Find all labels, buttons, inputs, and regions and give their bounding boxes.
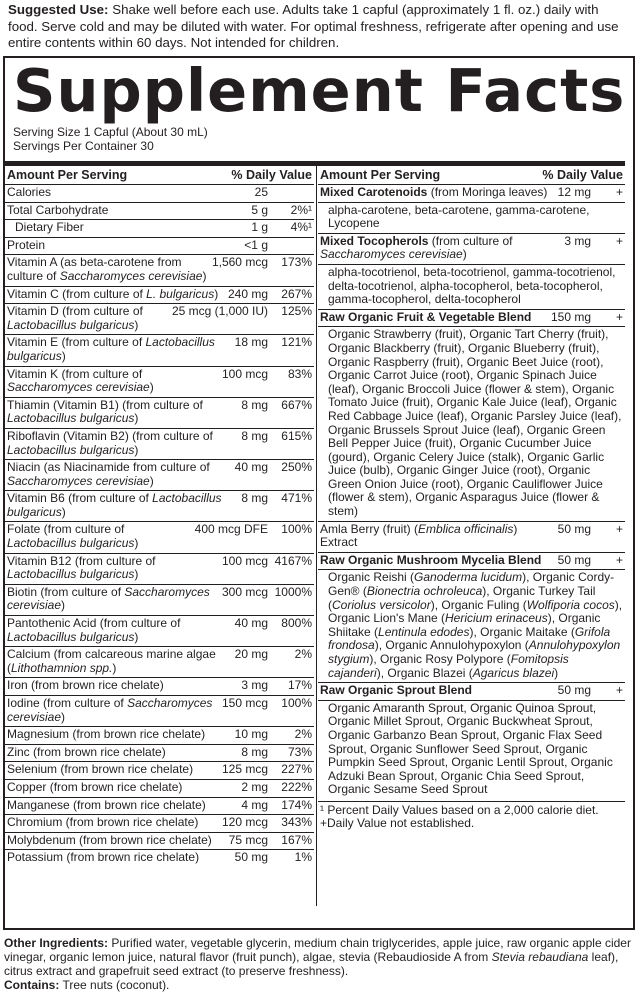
other-ingredients-text: leaf), citrus extract and grapefruit seed extract (to preserve freshness). — [4, 950, 619, 978]
nutrient-name — [7, 746, 237, 760]
ingredient-latin-name: Coriolus versicolor — [332, 597, 431, 612]
suggested-use-text: Shake well before each use. Adults take 1 capful (approximately 1 fl. oz.) daily with food. Serve cold and may be diluted with water. For optimal freshness, refrigerate after opening and use entire contents within 60 days. Not intended for children. — [8, 2, 619, 50]
nutrient-name-tail: ) — [134, 536, 139, 551]
nutrient-amount: 4 mg — [241, 797, 268, 812]
nutrient-name — [7, 204, 247, 218]
nutrient-name-text: Iron (from brown rice chelate) — [7, 678, 164, 693]
nutrient-dv: 4%¹ — [290, 220, 312, 235]
nutrient-name-text: Selenium (from brown rice chelate) — [7, 762, 194, 777]
blend-ingredients — [318, 569, 625, 682]
nutrient-name-tail: ) — [61, 709, 66, 724]
nutrient-name — [7, 186, 251, 200]
nutrient-name-tail: ) — [134, 442, 139, 457]
nutrient-dv: 267% — [281, 286, 312, 301]
nutrient-dv: 174% — [281, 797, 312, 812]
other-ingredients-latin: Stevia rebaudiana — [491, 950, 589, 964]
nutrient-source-italic: Saccharomyces cerevisiae — [59, 268, 203, 283]
nutrient-row — [5, 219, 314, 237]
blend-dv: + — [615, 185, 623, 199]
nutrient-name-text: Vitamin B6 (from culture of — [7, 491, 153, 506]
nutrient-amount: 8 mg — [241, 397, 268, 412]
nutrient-name — [7, 799, 237, 813]
nutrient-name — [7, 430, 237, 457]
nutrient-name-text: Zinc (from brown rice chelate) — [7, 744, 166, 759]
ingredient-latin-name: Lentinula edodes — [378, 624, 470, 639]
nutrient-source-italic: Lactobacillus bulgaricus — [7, 567, 135, 582]
ingredient-latin-name: Bionectria ochroleuca — [366, 584, 483, 599]
nutrient-name — [7, 555, 218, 582]
blend-row — [318, 233, 625, 264]
nutrient-name-text: Niacin (as Niacinamide from culture of — [7, 460, 210, 475]
blend-dv: + — [615, 233, 623, 248]
blend-source-italic: Saccharomyces cerevisiae — [320, 247, 463, 262]
nutrient-row — [5, 677, 314, 695]
nutrient-amount: 120 mcg — [221, 815, 268, 830]
blend-name-bold: Raw Organic Sprout Blend — [320, 683, 473, 698]
ingredient-text: ), Organic Blazei ( — [376, 665, 473, 680]
nutrient-amount: 300 mcg — [221, 584, 268, 599]
blend-name — [320, 554, 554, 568]
left-header — [5, 169, 314, 184]
nutrient-dv: 800% — [281, 616, 312, 631]
nutrient-row — [5, 303, 314, 334]
nutrient-name-text: Calcium (from calcareous marine algae ( — [7, 647, 216, 675]
nutrient-name-text: Molybdenum (from brown rice chelate) — [7, 832, 212, 847]
nutrient-row — [5, 490, 314, 521]
column-divider — [316, 166, 317, 906]
nutrient-row — [5, 646, 314, 677]
nutrient-name — [7, 288, 224, 302]
ingredient-latin-name: Ganoderma lucidum — [414, 570, 523, 585]
nutrient-name-tail: ) — [61, 598, 66, 613]
nutrient-row — [5, 184, 314, 202]
blend-name-bold: Mixed Carotenoids — [320, 185, 428, 199]
nutrient-row — [5, 397, 314, 428]
contains-text: Tree nuts (coconut). — [59, 978, 170, 992]
nutrient-amount: <1 g — [244, 237, 268, 252]
nutrient-name — [7, 648, 231, 675]
ingredient-text: ), Organic Turkey Tail ( — [328, 584, 596, 612]
nutrient-dv: 1% — [294, 850, 312, 865]
ingredient-text: ), Organic Cordy-Gen® ( — [328, 570, 615, 599]
serving-size: Serving Size 1 Capful (About 30 mL) — [13, 125, 208, 139]
nutrient-name-text: Vitamin E (from culture of — [7, 335, 146, 350]
ingredient-latin-name: Grifola frondosa — [328, 624, 611, 653]
nutrient-name-text: Dietary Fiber — [15, 220, 84, 235]
nutrient-name-text: Protein — [7, 237, 46, 252]
ingredient-text: ), Organic Lion's Mane ( — [328, 597, 623, 626]
nutrient-dv: 73% — [287, 744, 312, 759]
blend-amount: 50 mg — [557, 521, 591, 536]
other-ingredients-label: Other Ingredients: — [4, 936, 109, 950]
nutrient-name-text: Pantothenic Acid (from culture of — [7, 616, 181, 631]
nutrient-name — [15, 221, 247, 235]
nutrient-row — [5, 814, 314, 832]
nutrient-name-text: Manganese (from brown rice chelate) — [7, 797, 206, 812]
blend-amount: 50 mg — [557, 683, 591, 698]
nutrient-row — [5, 832, 314, 850]
ingredient-text: ) — [554, 665, 559, 680]
serving-info — [5, 122, 633, 153]
nutrient-row — [5, 334, 314, 365]
blend-name-bold: Raw Organic Mushroom Mycelia Blend — [320, 552, 542, 567]
blend-dv: + — [615, 521, 623, 536]
nutrient-amount: 1,560 mcg — [211, 255, 268, 270]
contains — [4, 978, 636, 992]
nutrient-name — [7, 834, 225, 848]
nutrient-row — [5, 761, 314, 779]
nutrient-row — [5, 237, 314, 255]
nutrient-amount: 240 mg — [227, 286, 268, 301]
nutrient-name-tail: ) — [112, 660, 117, 675]
ingredient-text: alpha-tocotrienol, beta-tocotrienol, gamma-tocotrienol, delta-tocotrienol, alpha-tocopherol, beta-tocopherol, gamma-tocopherol, delta-tocopherol — [328, 264, 616, 307]
nutrient-amount: 400 mcg DFE — [194, 522, 268, 537]
blend-row — [318, 682, 625, 700]
nutrient-row — [5, 286, 314, 304]
nutrient-name-text: Vitamin C (from culture of — [7, 286, 147, 301]
nutrient-name-text: Copper (from brown rice chelate) — [7, 779, 183, 794]
nutrient-name-text: Chromium (from brown rice chelate) — [7, 815, 199, 830]
nutrient-name — [7, 461, 231, 488]
nutrient-dv: 4167% — [274, 553, 312, 568]
nutrient-dv: 2% — [294, 727, 312, 742]
blend-row — [318, 184, 625, 202]
nutrient-name — [7, 586, 218, 613]
nutrient-dv: 2%¹ — [290, 202, 312, 217]
nutrient-name-text: Vitamin B12 (from culture of — [7, 553, 156, 568]
nutrient-name-tail: ) — [134, 567, 139, 582]
nutrient-dv: 227% — [281, 762, 312, 777]
nutrient-source-italic: Saccharomyces cerevisiae — [7, 380, 150, 395]
dv-header: % Daily Value — [231, 168, 312, 182]
nutrient-row — [5, 726, 314, 744]
nutrient-name-tail: ) — [61, 348, 66, 363]
blend-name-tail: ) Extract — [320, 521, 518, 550]
nutrient-amount: 3 mg — [241, 678, 268, 693]
nutrient-row — [5, 366, 314, 397]
nutrient-name — [7, 697, 218, 724]
ingredient-latin-name: Hericium erinaceus — [445, 611, 548, 626]
blend-name — [320, 684, 554, 698]
blend-ingredients — [318, 202, 625, 233]
footnotes — [318, 801, 625, 833]
other-ingredients-text: Purified water, vegetable glycerin, medium chain triglycerides, apple juice, raw organic apple cider vinegar, organic lemon juice, natural flavor (fruit punch), algae, stevia (Rebaudioside A from — [4, 936, 631, 964]
nutrient-source-italic: Lactobacillus bulgaricus — [7, 317, 135, 332]
ingredient-latin-name: Wolfiporia cocos — [526, 597, 615, 612]
nutrient-source-italic: Lactobacillus bulgaricus — [7, 442, 135, 457]
nutrient-name-tail: ) — [134, 317, 139, 332]
blend-row — [318, 309, 625, 327]
left-rows — [5, 184, 314, 867]
nutrient-row — [5, 797, 314, 815]
right-blocks — [318, 184, 625, 799]
nutrient-row — [5, 779, 314, 797]
nutrient-dv: 100% — [281, 522, 312, 537]
ingredient-text: Organic Reishi ( — [328, 570, 415, 585]
suggested-use-label: Suggested Use: — [8, 2, 109, 17]
nutrient-source-italic: Lactobacillus bulgaricus — [7, 335, 215, 363]
nutrient-dv: 167% — [281, 832, 312, 847]
nutrient-name-tail: ) — [202, 268, 207, 283]
nutrient-source-italic: Lactobacillus bulgaricus — [7, 536, 135, 551]
ingredient-text: alpha-carotene, beta-carotene, gamma-carotene, Lycopene — [328, 202, 590, 231]
nutrient-name-text: Vitamin A (as beta-carotene from culture of — [7, 255, 182, 283]
blend-dv: + — [615, 309, 623, 324]
nutrient-row — [5, 254, 314, 285]
nutrient-amount: 40 mg — [234, 616, 268, 631]
nutrient-amount: 40 mg — [234, 460, 268, 475]
blend-amount: 3 mg — [564, 233, 591, 248]
amount-header-right: Amount Per Serving — [320, 168, 441, 182]
nutrient-row — [5, 202, 314, 220]
nutrient-dv: 343% — [281, 815, 312, 830]
nutrient-amount: 1 g — [251, 220, 268, 235]
nutrient-name-text: Calories — [7, 185, 52, 199]
nutrient-name — [7, 239, 240, 253]
footnote-dv: ¹ Percent Daily Values based on a 2,000 calorie diet. — [320, 802, 599, 817]
nutrient-dv: 17% — [287, 678, 312, 693]
nutrient-row — [5, 459, 314, 490]
blend-name-tail: ) — [462, 247, 467, 262]
blend-dv: + — [615, 552, 623, 567]
blend-name-rest: (from culture of — [428, 233, 513, 248]
nutrient-name — [7, 336, 231, 363]
nutrient-dv: 173% — [281, 255, 312, 270]
servings-per-container: Servings Per Container 30 — [13, 138, 154, 153]
nutrient-name-text: Potassium (from brown rice chelate) — [7, 850, 200, 865]
nutrient-row — [5, 615, 314, 646]
nutrient-row — [5, 553, 314, 584]
nutrient-name-text: Biotin (from culture of — [7, 584, 125, 599]
nutrient-source-italic: L. bulgaricus — [146, 286, 215, 301]
nutrient-source-italic: Lithothamnion spp. — [11, 660, 113, 675]
other-ingredients — [4, 936, 636, 978]
nutrient-name — [7, 763, 218, 777]
ingredient-text: Organic Strawberry (fruit), Organic Tart Cherry (fruit), Organic Blackberry (fruit), Organic Blueberry (fruit), Organic Raspberry (fruit), Organic Beet Juice (root), Organic Carrot Juice (root), Organic Spinach Juice (leaf), Organic Broccoli Juice (flower & stem), Organic Tomato Juice (fruit), Organic Kale Juice (leaf), Organic Red Cabbage Juice (leaf), Organic Parsley Juice (leaf), Organic Brussels Sprout Juice (leaf), Organic Green Bell Pepper Juice (fruit), Organic Cucumber Juice (gourd), Organic Celery Juice (stalk), Organic Garlic Juice (bulb), Organic Ginger Juice (root), Organic Green Onion Juice (root), Organic Cauliflower Juice (flower & stem), Organic Asparagus Juice (flower & stem) — [328, 327, 622, 519]
blend-name — [320, 186, 554, 200]
nutrient-name — [7, 851, 231, 865]
blend-name-rest: Amla Berry (fruit) ( — [320, 521, 419, 536]
dv-header-right: % Daily Value — [542, 168, 623, 182]
ingredient-text: ), Organic Fuling ( — [430, 597, 527, 612]
nutrient-amount: 25 mcg (1,000 IU) — [171, 304, 268, 319]
nutrient-name — [7, 617, 231, 644]
left-column — [5, 169, 314, 867]
nutrient-name-text: Riboflavin (Vitamin B2) (from culture of — [7, 428, 213, 443]
nutrient-name — [7, 256, 208, 283]
nutrient-name-text: Total Carbohydrate — [7, 202, 109, 217]
nutrient-amount: 20 mg — [234, 647, 268, 662]
nutrient-row — [5, 849, 314, 867]
blend-name — [320, 311, 547, 325]
amount-header: Amount Per Serving — [7, 168, 128, 182]
nutrient-name — [7, 679, 237, 693]
nutrient-amount: 75 mcg — [228, 832, 268, 847]
blend-name-bold: Raw Organic Fruit & Vegetable Blend — [320, 309, 532, 324]
nutrient-name — [7, 781, 237, 795]
ingredient-text: ), Organic Maitake ( — [469, 624, 575, 639]
blend-amount: 150 mg — [550, 309, 591, 324]
nutrient-name — [7, 492, 237, 519]
blend-ingredients — [318, 264, 625, 309]
nutrient-source-italic: Saccharomyces cerevisiae — [7, 473, 150, 488]
nutrient-row — [5, 695, 314, 726]
ingredient-text: ), Organic Annulohypoxylon ( — [374, 638, 529, 653]
nutrient-dv: 125% — [281, 304, 312, 319]
nutrient-dv: 121% — [281, 335, 312, 350]
nutrient-amount: 25 — [254, 185, 268, 199]
ingredient-text: ), Organic Shiitake ( — [328, 611, 601, 639]
nutrient-name-tail: ) — [134, 411, 139, 426]
nutrient-name — [7, 399, 237, 426]
blend-source-italic: Emblica officinalis — [418, 521, 514, 536]
nutrient-name — [7, 523, 191, 550]
blend-amount: 50 mg — [557, 552, 591, 567]
nutrient-source-italic: Saccharomyces cerevisiae — [7, 696, 213, 724]
nutrient-name — [7, 368, 218, 395]
suggested-use — [0, 0, 640, 54]
nutrient-amount: 125 mcg — [221, 762, 268, 777]
blend-amount: 12 mg — [557, 185, 591, 199]
nutrient-amount: 8 mg — [241, 428, 268, 443]
right-header — [318, 169, 625, 184]
nutrient-dv: 83% — [287, 366, 312, 381]
nutrient-row — [5, 744, 314, 762]
ingredient-latin-name: Annulohypoxylon stygium — [328, 638, 621, 666]
ingredient-latin-name: Agaricus blazei — [472, 665, 555, 680]
blend-ingredients — [318, 700, 625, 799]
nutrient-dv: 222% — [281, 779, 312, 794]
nutrient-source-italic: Lactobacillus bulgaricus — [7, 629, 135, 644]
nutrient-dv: 1000% — [274, 584, 312, 599]
right-column — [318, 169, 625, 833]
nutrient-dv: 250% — [281, 460, 312, 475]
bottom-text — [3, 936, 640, 992]
blend-row — [318, 552, 625, 570]
nutrient-name-tail: ) — [149, 380, 154, 395]
nutrient-row — [5, 584, 314, 615]
nutrient-amount: 10 mg — [234, 727, 268, 742]
nutrient-amount: 2 mg — [241, 779, 268, 794]
blend-dv: + — [615, 683, 623, 698]
panel-title: Supplement Facts — [13, 56, 626, 125]
nutrient-amount: 150 mcg — [221, 696, 268, 710]
nutrient-dv: 667% — [281, 397, 312, 412]
blend-row — [318, 521, 625, 552]
nutrient-amount: 5 g — [251, 202, 268, 217]
nutrient-amount: 8 mg — [241, 491, 268, 506]
nutrient-name-text: Iodine (from culture of — [7, 696, 128, 710]
nutrient-source-italic: Lactobacillus bulgaricus — [7, 411, 135, 426]
nutrient-amount: 100 mcg — [221, 553, 268, 568]
nutrient-source-italic: Lactobacillus bulgaricus — [7, 491, 222, 519]
nutrient-name-text: Vitamin K (from culture of — [7, 366, 143, 381]
ingredient-text: Organic Amaranth Sprout, Organic Quinoa Sprout, Organic Millet Sprout, Organic Buckwheat Sprout, Organic Garbanzo Bean Sprout, Organic Flax Seed Sprout, Organic Sunflower Seed Sprout, Organic Pumpkin Seed Sprout, Organic Lentil Sprout, Organic Adzuki Bean Sprout, Organic Chia Seed Sprout, Organic Sesame Seed Sprout — [328, 700, 613, 797]
thick-divider — [5, 161, 625, 166]
ingredient-text: ), Organic Rosy Polypore ( — [369, 652, 511, 666]
nutrient-dv: 2% — [294, 647, 312, 662]
nutrient-amount: 8 mg — [241, 744, 268, 759]
nutrient-dv: 100% — [281, 696, 312, 710]
nutrient-amount: 18 mg — [234, 335, 268, 350]
nutrient-name-tail: ) — [134, 629, 139, 644]
nutrient-source-italic: Saccharomyces cerevisiae — [7, 584, 210, 613]
nutrient-name-text: Folate (from culture of — [7, 522, 125, 537]
nutrient-amount: 100 mcg — [221, 366, 268, 381]
blend-name-bold: Mixed Tocopherols — [320, 233, 429, 248]
nutrient-name-tail: ) — [214, 286, 219, 301]
nutrient-name-text: Vitamin D (from culture of — [7, 304, 143, 319]
nutrient-name-tail: ) — [61, 504, 66, 519]
nutrient-amount: 50 mg — [234, 850, 268, 865]
nutrient-row — [5, 521, 314, 552]
blend-name — [320, 523, 554, 550]
nutrient-dv: 615% — [281, 428, 312, 443]
nutrient-name — [7, 728, 231, 742]
footnote-plus: +Daily Value not established. — [320, 816, 475, 831]
nutrient-dv: 471% — [281, 491, 312, 506]
nutrient-row — [5, 428, 314, 459]
nutrient-name-text: Magnesium (from brown rice chelate) — [7, 727, 206, 742]
blend-name-rest: (from Moringa leaves) — [427, 185, 548, 199]
blend-ingredients — [318, 326, 625, 520]
nutrient-name-text: Thiamin (Vitamin B1) (from culture of — [7, 397, 203, 412]
nutrient-name — [7, 816, 218, 830]
contains-label: Contains: — [4, 978, 60, 992]
nutrient-name — [7, 305, 168, 332]
ingredient-latin-name: Fomitopsis cajanderi — [328, 652, 569, 680]
blend-name — [320, 235, 560, 262]
nutrient-name-tail: ) — [149, 473, 154, 488]
